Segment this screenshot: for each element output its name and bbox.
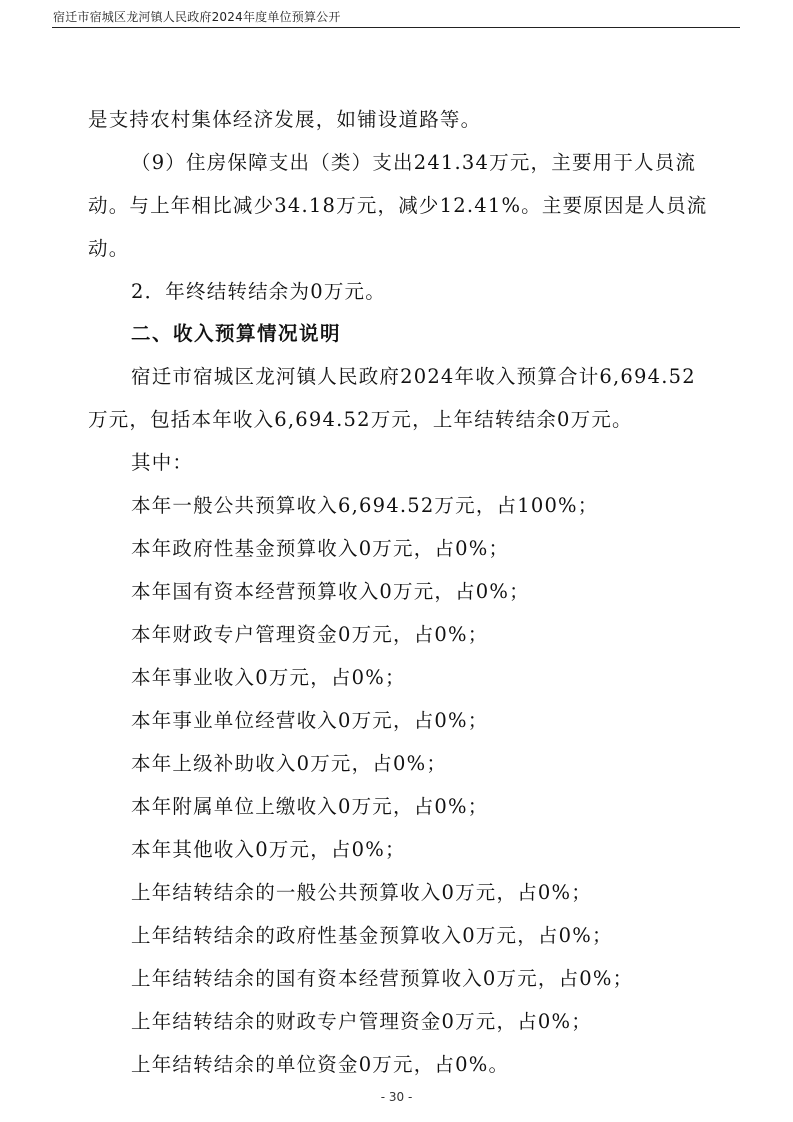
paragraph-line: 是支持农村集体经济发展，如铺设道路等。 (88, 108, 482, 131)
list-item: 本年上级补助收入0万元，占0%； (131, 752, 448, 775)
paragraph-line: 动。与上年相比减少34.18万元，减少12.41%。主要原因是人员流 (88, 194, 708, 217)
list-item: 上年结转结余的国有资本经营预算收入0万元，占0%； (131, 967, 634, 990)
list-item: 上年结转结余的一般公共预算收入0万元，占0%； (131, 881, 592, 904)
page-header-title: 宿迁市宿城区龙河镇人民政府2024年度单位预算公开 (53, 10, 341, 24)
paragraph-line: 动。 (88, 237, 130, 260)
paragraph-line: 万元，包括本年收入6,694.52万元，上年结转结余0万元。 (88, 408, 633, 431)
list-item: 本年事业单位经营收入0万元，占0%； (131, 709, 489, 732)
paragraph-line: 其中： (131, 451, 194, 474)
paragraph-line: （9）住房保障支出（类）支出241.34万元，主要用于人员流 (131, 151, 697, 174)
list-item: 本年国有资本经营预算收入0万元，占0%； (131, 580, 530, 603)
list-item: 本年其他收入0万元，占0%； (131, 838, 406, 861)
list-item: 上年结转结余的财政专户管理资金0万元，占0%； (131, 1010, 592, 1033)
paragraph-line: 2．年终结转结余为0万元。 (131, 280, 386, 303)
list-item: 本年附属单位上缴收入0万元，占0%； (131, 795, 489, 818)
section-heading: 二、收入预算情况说明 (131, 322, 342, 345)
list-item: 本年政府性基金预算收入0万元，占0%； (131, 537, 510, 560)
list-item: 上年结转结余的单位资金0万元，占0%。 (131, 1053, 510, 1076)
list-item: 本年一般公共预算收入6,694.52万元，占100%； (131, 494, 599, 517)
page-number: - 30 - (380, 1090, 413, 1104)
list-item: 本年事业收入0万元，占0%； (131, 666, 406, 689)
paragraph-line: 宿迁市宿城区龙河镇人民政府2024年收入预算合计6,694.52 (131, 365, 696, 388)
header-divider (52, 27, 740, 28)
list-item: 本年财政专户管理资金0万元，占0%； (131, 623, 489, 646)
list-item: 上年结转结余的政府性基金预算收入0万元，占0%； (131, 924, 613, 947)
